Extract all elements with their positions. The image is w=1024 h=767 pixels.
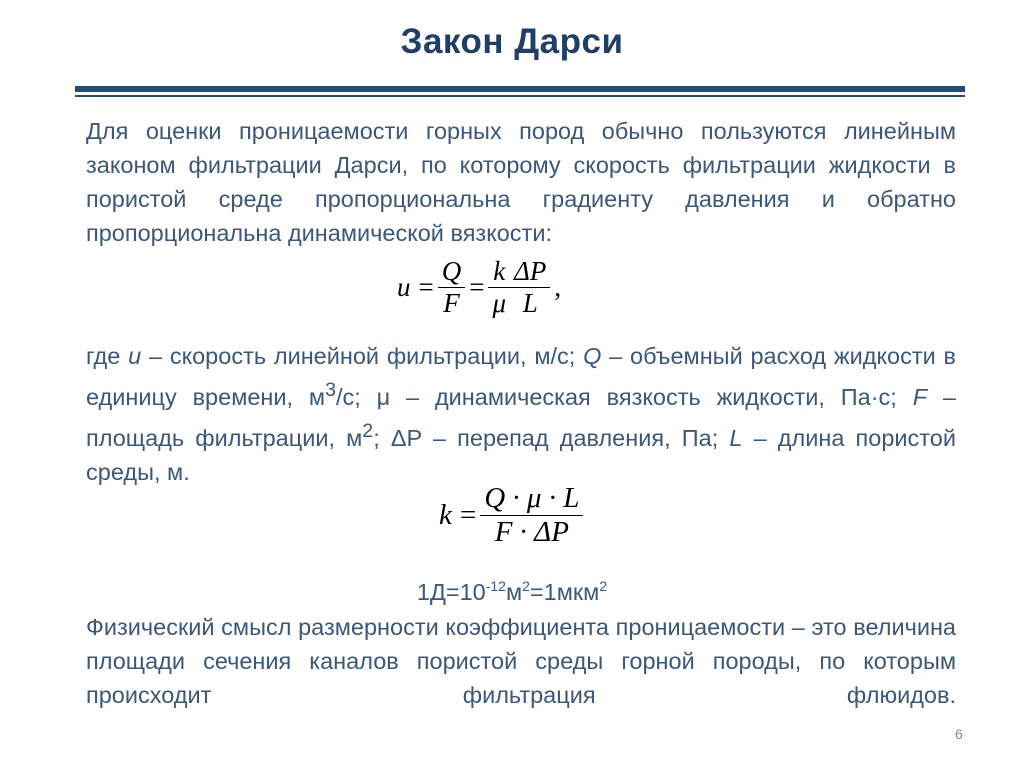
page-number: 6 — [955, 726, 963, 742]
def-sup-3: 3 — [325, 379, 336, 401]
formula1-trail: , — [554, 272, 562, 302]
def-text-2: – скорость линейной фильтрации, м/с; — [141, 343, 584, 369]
formula2-numerator: Q · μ · L — [480, 482, 583, 516]
slide-title: Закон Дарси — [400, 22, 624, 61]
formula2-lhs: k — [439, 499, 452, 531]
def-text-3: – объемный расход жидкости в единицу времени, м — [86, 343, 956, 410]
formula1-frac-k-mu — [488, 256, 510, 319]
def-text-5: – площадь фильтрации, м — [86, 383, 956, 451]
unit-a: 1Д=10 — [416, 578, 486, 605]
def-text-6: ; ΔP – перепад давления, Па; — [373, 424, 730, 451]
def-text-1: где — [86, 343, 129, 369]
formula1-eq1: = — [418, 272, 434, 302]
intro-paragraph: Для оценки проницаемости горных пород обычно пользуются линейным законом фильтрации Дарси, по которому скорость фильтрации жидкости в пористой среде пропорциональна градиенту давления и обратно пропорциональна динамической вязкости: — [86, 118, 956, 246]
def-symbol-f: F — [912, 383, 928, 410]
unit-exp3: 2 — [599, 578, 608, 594]
formula2-denominator: F · ΔP — [494, 516, 569, 548]
formula1-frac3-num: ΔP — [510, 256, 550, 288]
title-rule-thick — [75, 86, 965, 92]
unit-b: м — [505, 578, 523, 605]
darcy-velocity-formula — [393, 256, 565, 319]
permeability-formula — [435, 482, 583, 549]
physical-meaning-paragraph: Физический смысл размерности коэффициента проницаемости – это величина площади сечения каналов пористой среды горной породы, по которым происходит фильтрация флюидов. — [86, 614, 956, 708]
darcy-unit-equivalence — [0, 578, 1024, 606]
unit-c: =1мкм — [529, 578, 600, 605]
def-symbol-u: u — [128, 343, 142, 369]
def-symbol-q: Q — [583, 343, 602, 369]
unit-exp1: -12 — [485, 578, 506, 594]
def-symbol-l: L — [729, 424, 743, 451]
unit-exp2: 2 — [522, 578, 530, 594]
formula1-frac-q-f — [438, 256, 466, 319]
formula1-frac2-den: μ — [492, 288, 507, 318]
formula2-eq: = — [459, 499, 477, 531]
formula1-frac1-den: F — [443, 288, 460, 318]
formula2-fraction — [480, 482, 583, 549]
def-sup-2: 2 — [362, 419, 374, 442]
formula1-frac2-num: k — [488, 256, 510, 288]
definitions-paragraph — [86, 339, 956, 489]
formula1-lhs: u — [397, 272, 411, 302]
title-rule-thin — [75, 95, 965, 97]
def-text-7: – длина пористой среды, м. — [86, 424, 956, 485]
formula1-frac1-num: Q — [438, 256, 466, 288]
formula1-eq2: = — [469, 272, 485, 302]
formula1-frac3-den: L — [522, 288, 538, 318]
def-text-4: /с; μ – динамическая вязкость жидкости, Па·с; — [335, 383, 913, 410]
formula1-frac-dp-l — [510, 256, 550, 319]
